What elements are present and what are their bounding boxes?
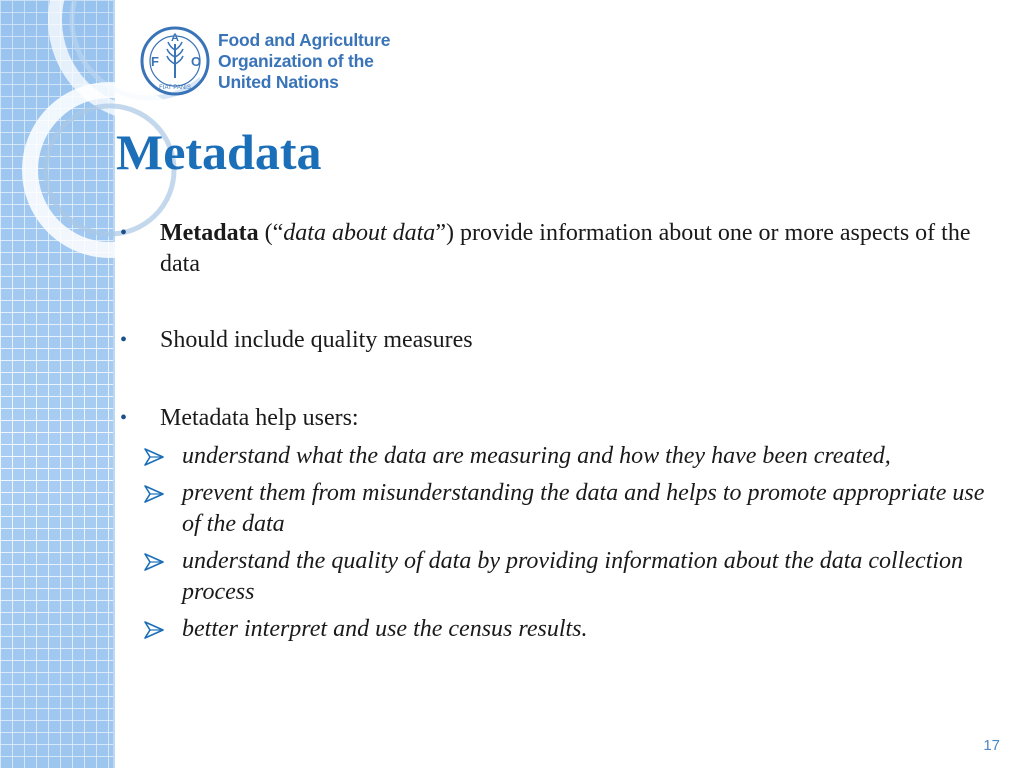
logo-line: United Nations bbox=[218, 71, 339, 92]
arrow-bullet-icon bbox=[144, 621, 164, 639]
emblem-letter-o: O bbox=[190, 54, 202, 69]
emblem-motto: FIAT PANIS bbox=[159, 85, 191, 91]
bullet-item bbox=[120, 218, 1000, 280]
bullet-dot-icon: • bbox=[120, 407, 128, 429]
fao-logo-text bbox=[218, 30, 390, 93]
sub-bullet-list bbox=[120, 441, 1000, 645]
bullet-bold-term: Metadata bbox=[160, 220, 259, 246]
sub-bullet-text: understand the quality of data by providing information about the data collection process bbox=[182, 548, 964, 605]
slide-title: Metadata bbox=[116, 124, 322, 180]
bullet-open-quote: (“ bbox=[258, 220, 284, 246]
sub-bullet-text: understand what the data are measuring and how they have been created, bbox=[182, 443, 891, 469]
fao-logo bbox=[140, 26, 390, 96]
bullet-item bbox=[120, 325, 1000, 356]
arrow-bullet-icon bbox=[144, 485, 164, 503]
logo-line: Organization of the bbox=[218, 50, 374, 71]
emblem-letter-a: A bbox=[171, 32, 179, 44]
sub-bullet-item bbox=[120, 478, 1000, 540]
arrow-bullet-icon bbox=[144, 553, 164, 571]
bullet-text: Metadata help users: bbox=[160, 405, 359, 431]
bullet-item bbox=[120, 403, 1000, 434]
page-number: 17 bbox=[983, 737, 1000, 754]
logo-line: Food and Agriculture bbox=[218, 29, 391, 50]
fao-emblem-icon bbox=[140, 26, 210, 96]
sub-bullet-text: better interpret and use the census results. bbox=[182, 616, 588, 642]
arrow-bullet-icon bbox=[144, 448, 164, 466]
sub-bullet-item bbox=[120, 614, 1000, 645]
bullet-dot-icon: • bbox=[120, 222, 128, 244]
bullet-text: ”) provide information about one or more aspects of the data bbox=[160, 220, 971, 277]
emblem-letter-f: F bbox=[151, 54, 159, 69]
sub-bullet-item bbox=[120, 546, 1000, 608]
bullet-dot-icon: • bbox=[120, 329, 128, 351]
bullet-text: Should include quality measures bbox=[160, 327, 473, 353]
sub-bullet-text: prevent them from misunderstanding the data and helps to promote appropriate use of the data bbox=[182, 480, 985, 537]
sub-bullet-item bbox=[120, 441, 1000, 472]
slide-body bbox=[120, 216, 1000, 651]
bullet-italic-phrase: data about data bbox=[283, 220, 436, 246]
